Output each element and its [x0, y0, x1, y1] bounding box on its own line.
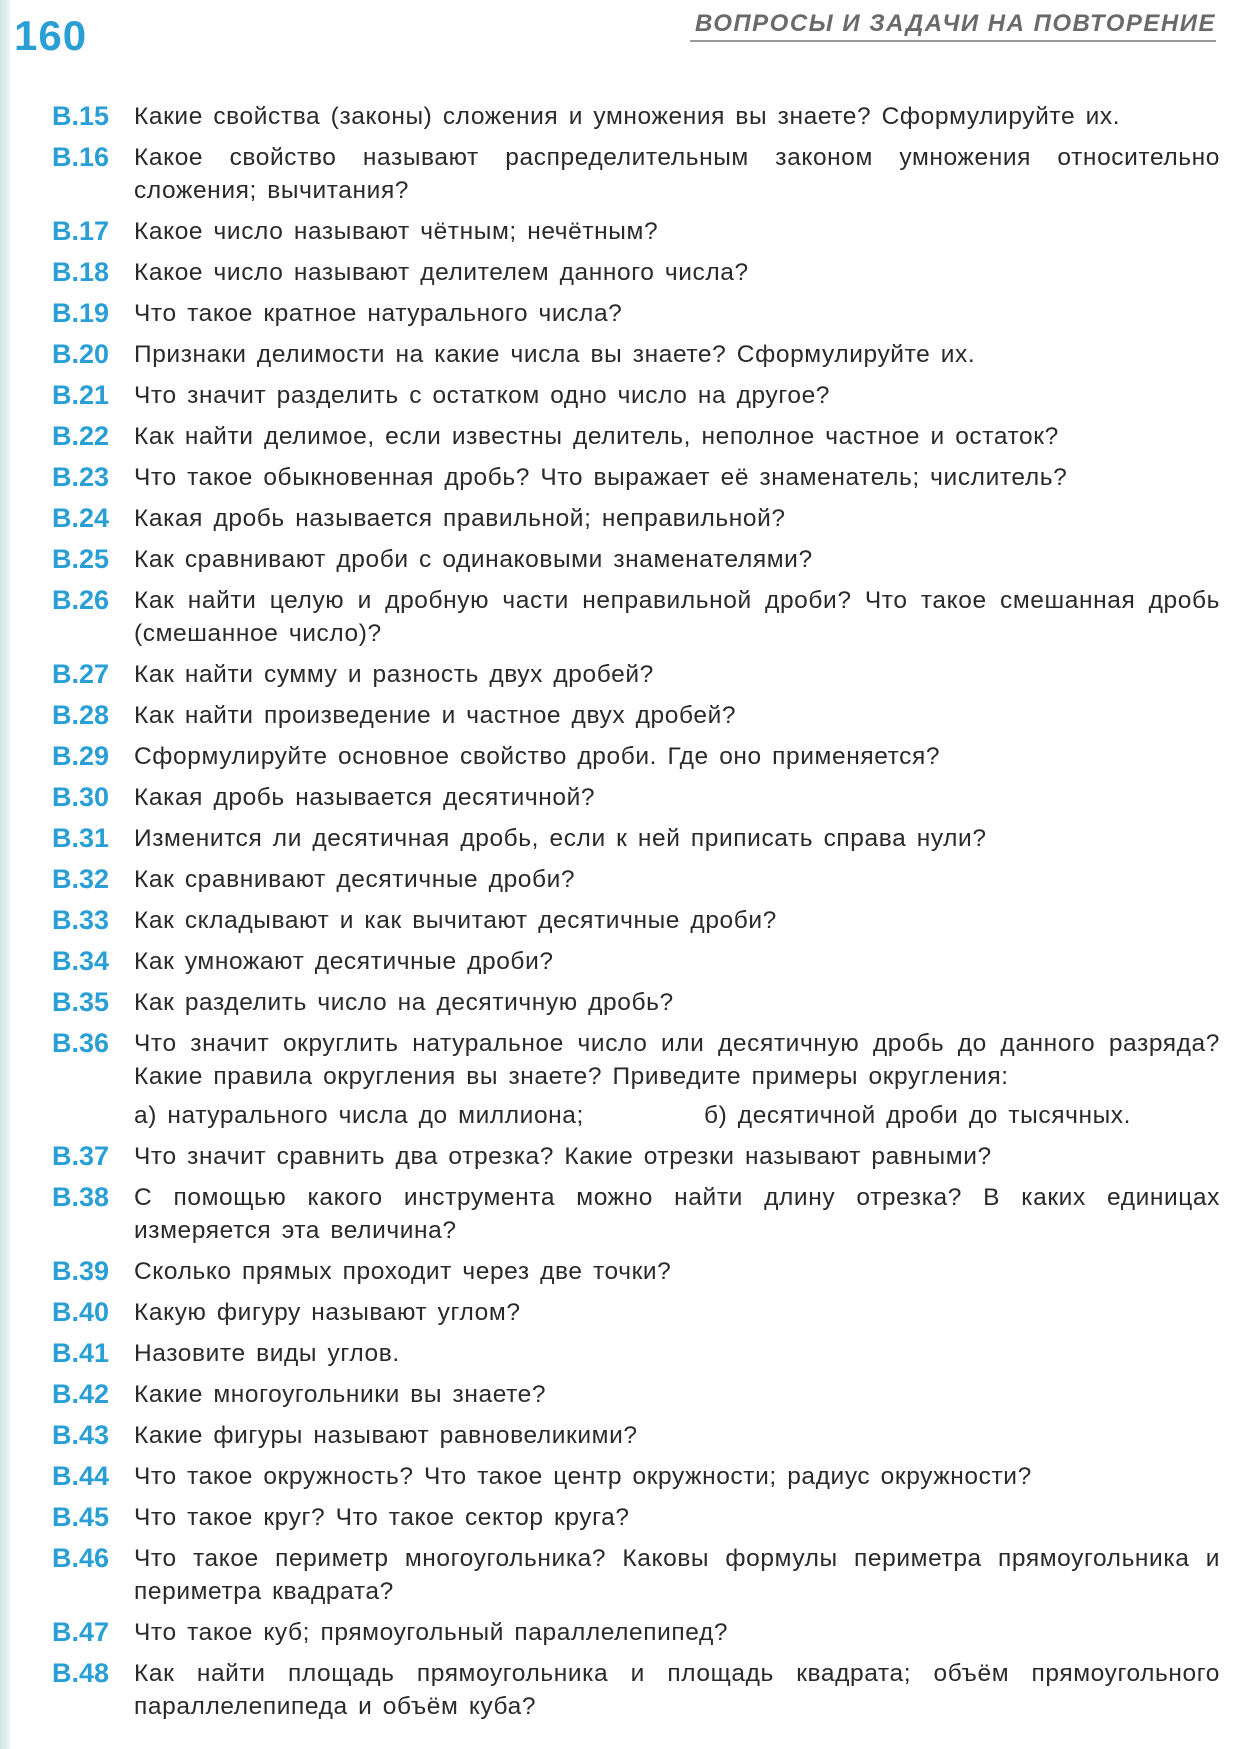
question-item — [52, 215, 1220, 248]
question-text: Что такое периметр многоугольника? Каковы формулы периметра прямоугольника и периметра квадрата? — [134, 1545, 1220, 1605]
question-item — [52, 502, 1220, 535]
question-text: Как найти целую и дробную части неправильной дроби? Что такое смешанная дробь (смешанное число)? — [134, 587, 1220, 647]
question-item — [52, 863, 1220, 896]
question-item — [52, 945, 1220, 978]
question-number: В.32 — [52, 864, 110, 894]
question-number: В.27 — [52, 659, 110, 689]
question-item — [52, 740, 1220, 773]
question-text: С помощью какого инструмента можно найти длину отрезка? В каких единицах измеряется эта величина? — [134, 1184, 1220, 1244]
question-text: Что значит округлить натуральное число или десятичную дробь до данного разряда? Какие правила округления вы знаете? Приведите примеры округления: — [134, 1030, 1220, 1090]
question-number: В.44 — [52, 1461, 110, 1491]
question-item — [52, 297, 1220, 330]
question-item — [52, 1419, 1220, 1452]
question-item — [52, 1616, 1220, 1649]
question-text: Как найти произведение и частное двух дробей? — [134, 702, 737, 729]
question-number: В.21 — [52, 380, 110, 410]
question-text: Какое свойство называют распределительным законом умножения относительно сложения; вычитания? — [134, 144, 1220, 204]
question-number: В.29 — [52, 741, 110, 771]
question-item — [52, 699, 1220, 732]
question-text: Что такое кратное натурального числа? — [134, 300, 623, 327]
question-text: Какая дробь называется десятичной? — [134, 784, 596, 811]
question-item — [52, 256, 1220, 289]
question-number: В.38 — [52, 1182, 110, 1212]
question-text: Какое число называют делителем данного числа? — [134, 259, 749, 286]
question-text: Сформулируйте основное свойство дроби. Где оно применяется? — [134, 743, 941, 770]
question-text: Что значит разделить с остатком одно число на другое? — [134, 382, 831, 409]
question-item — [52, 338, 1220, 371]
question-item — [52, 1501, 1220, 1534]
question-number: В.26 — [52, 585, 110, 615]
question-number: В.20 — [52, 339, 110, 369]
question-number: В.25 — [52, 544, 110, 574]
q36-subitems — [134, 1099, 1220, 1132]
question-item — [52, 658, 1220, 691]
question-text: Какие многоугольники вы знаете? — [134, 1381, 547, 1408]
question-text: Как найти сумму и разность двух дробей? — [134, 661, 654, 688]
question-text: Как сравнивают дроби с одинаковыми знаменателями? — [134, 546, 813, 573]
question-number: В.40 — [52, 1297, 110, 1327]
question-item — [52, 1027, 1220, 1093]
question-number: В.42 — [52, 1379, 110, 1409]
question-number: В.48 — [52, 1658, 110, 1688]
question-text: Сколько прямых проходит через две точки? — [134, 1258, 672, 1285]
question-item — [52, 781, 1220, 814]
question-text: Как сравнивают десятичные дроби? — [134, 866, 576, 893]
question-number: В.41 — [52, 1338, 110, 1368]
question-item — [52, 1255, 1220, 1288]
question-number: В.16 — [52, 142, 110, 172]
question-text: Что такое окружность? Что такое центр окружности; радиус окружности? — [134, 1463, 1032, 1490]
question-number: В.31 — [52, 823, 110, 853]
question-number: В.18 — [52, 257, 110, 287]
question-item — [52, 904, 1220, 937]
question-number: В.46 — [52, 1543, 110, 1573]
question-item — [52, 100, 1220, 133]
question-item — [52, 1542, 1220, 1608]
question-item — [52, 141, 1220, 207]
question-number: В.37 — [52, 1141, 110, 1171]
question-text: Как умножают десятичные дроби? — [134, 948, 554, 975]
question-text: Какие фигуры называют равновеликими? — [134, 1422, 638, 1449]
question-item — [52, 1181, 1220, 1247]
question-item — [52, 379, 1220, 412]
question-text: Изменится ли десятичная дробь, если к ней приписать справа нули? — [134, 825, 987, 852]
question-number: В.17 — [52, 216, 110, 246]
question-text: Что такое обыкновенная дробь? Что выражает её знаменатель; числитель? — [134, 464, 1068, 491]
question-number: В.19 — [52, 298, 110, 328]
question-text: Что такое круг? Что такое сектор круга? — [134, 1504, 630, 1531]
q36-subitem-b: б) десятичной дроби до тысячных. — [704, 1102, 1132, 1129]
question-item — [52, 543, 1220, 576]
question-text: Как складывают и как вычитают десятичные дроби? — [134, 907, 777, 934]
question-text: Признаки делимости на какие числа вы знаете? Сформулируйте их. — [134, 341, 976, 368]
question-number: В.28 — [52, 700, 110, 730]
question-number: В.23 — [52, 462, 110, 492]
question-number: В.35 — [52, 987, 110, 1017]
question-list — [52, 100, 1220, 1731]
question-number: В.47 — [52, 1617, 110, 1647]
question-number: В.30 — [52, 782, 110, 812]
question-item — [52, 584, 1220, 650]
question-text: Как разделить число на десятичную дробь? — [134, 989, 674, 1016]
question-number: В.36 — [52, 1028, 110, 1058]
header-rule — [690, 40, 1216, 42]
running-head: ВОПРОСЫ И ЗАДАЧИ НА ПОВТОРЕНИЕ — [694, 10, 1216, 37]
question-text: Какую фигуру называют углом? — [134, 1299, 521, 1326]
question-text: Что такое куб; прямоугольный параллелепипед? — [134, 1619, 729, 1646]
question-item — [52, 420, 1220, 453]
question-item — [52, 1140, 1220, 1173]
question-number: В.24 — [52, 503, 110, 533]
question-number: В.43 — [52, 1420, 110, 1450]
page-number: 160 — [14, 12, 88, 59]
question-text: Какая дробь называется правильной; неправильной? — [134, 505, 786, 532]
question-item — [52, 822, 1220, 855]
question-number: В.15 — [52, 101, 110, 131]
page-edge-strip — [0, 0, 10, 1749]
question-text: Назовите виды углов. — [134, 1340, 400, 1367]
question-item — [52, 461, 1220, 494]
question-item — [52, 1337, 1220, 1370]
question-text: Какое число называют чётным; нечётным? — [134, 218, 659, 245]
question-number: В.33 — [52, 905, 110, 935]
question-number: В.22 — [52, 421, 110, 451]
question-item — [52, 986, 1220, 1019]
question-number: В.39 — [52, 1256, 110, 1286]
q36-subitem-a: а) натурального числа до миллиона; — [134, 1102, 584, 1129]
question-text: Что значит сравнить два отрезка? Какие отрезки называют равными? — [134, 1143, 992, 1170]
question-number: В.45 — [52, 1502, 110, 1532]
question-item — [52, 1460, 1220, 1493]
question-text: Как найти площадь прямоугольника и площадь квадрата; объём прямоугольного параллелепипеда и объём куба? — [134, 1660, 1220, 1720]
question-text: Какие свойства (законы) сложения и умножения вы знаете? Сформулируйте их. — [134, 103, 1121, 130]
question-item — [52, 1657, 1220, 1723]
question-item — [52, 1296, 1220, 1329]
question-number: В.34 — [52, 946, 110, 976]
question-item — [52, 1378, 1220, 1411]
question-text: Как найти делимое, если известны делитель, неполное частное и остаток? — [134, 423, 1059, 450]
